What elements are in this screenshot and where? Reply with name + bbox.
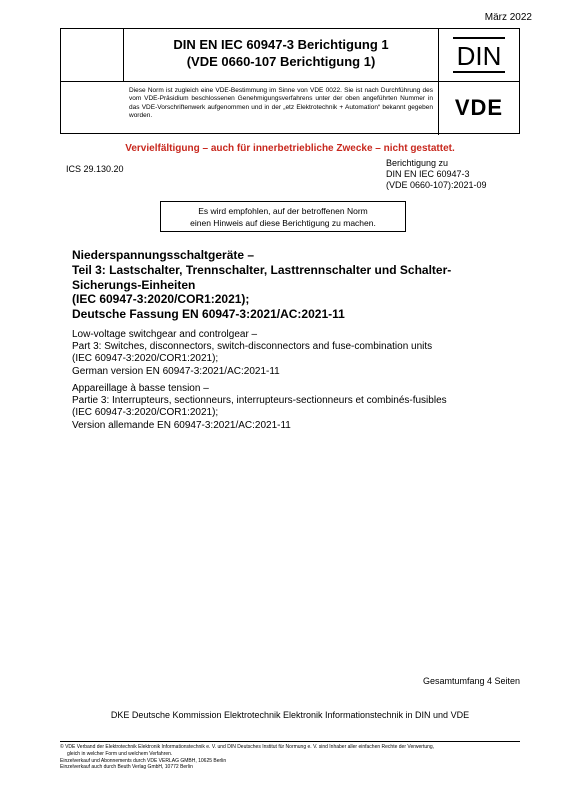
- footer-line: © VDE Verband der Elektrotechnik Elektronik Informationstechnik e. V. und DIN Deutsches Institut für Normung e. V. sind Inhaber aller einfachen Rechte der Verwertung,: [60, 744, 435, 750]
- title-line: (IEC 60947-3:2020/COR1:2021);: [72, 353, 219, 365]
- reproduction-notice: Vervielfältigung – auch für innerbetriebliche Zwecke – nicht gestattet.: [125, 143, 455, 154]
- header-left-cell: [61, 29, 124, 81]
- title-line: Sicherungs-Einheiten: [72, 277, 196, 292]
- title-line: Teil 3: Lastschalter, Trennschalter, Lasttrennschalter und Schalter-: [72, 262, 452, 277]
- title-line: Version allemande EN 60947-3:2021/AC:2021-11: [72, 419, 291, 431]
- din-logo-text: DIN: [456, 41, 502, 71]
- total-pages: Gesamtumfang 4 Seiten: [422, 676, 520, 686]
- standard-number: DIN EN IEC 60947-3 Berichtigung 1: [173, 37, 389, 52]
- din-logo: [451, 36, 507, 74]
- correction-line: Berichtigung zu: [386, 158, 449, 168]
- ics-code: ICS 29.130.20: [66, 164, 124, 174]
- title-line: Partie 3: Interrupteurs, sectionneurs, interrupteurs-sectionneurs et combinés-fusibles: [72, 395, 447, 407]
- advice-box: [160, 201, 406, 232]
- title-french: [72, 383, 522, 432]
- vde-number: (VDE 0660-107 Berichtigung 1): [186, 54, 376, 69]
- vde-logo-text: VDE: [454, 95, 504, 120]
- footer-divider: [60, 741, 520, 742]
- title-line: Low-voltage switchgear and controlgear –: [72, 329, 258, 340]
- correction-reference: [386, 158, 487, 191]
- advice-line: Es wird empfohlen, auf der betroffenen Norm: [198, 206, 368, 216]
- header-title-row: [61, 29, 519, 82]
- vde-notice: Diese Norm ist zugleich eine VDE-Bestimmung im Sinne von VDE 0022. Sie ist nach Durchführung des vom VDE-Präsidium beschlossenen Genehmigungsverfahrens unter der oben angeführten Nummer in das VDE-Vorschriftenwerk aufgenommen und in der „etz Elektrotechnik + Automation“ bekannt gegeben worden.: [129, 87, 433, 119]
- standard-title: [124, 36, 438, 70]
- footer-copyright: [60, 744, 530, 771]
- header-box: [60, 28, 520, 134]
- title-german: [72, 248, 522, 322]
- vde-logo-cell: [438, 81, 519, 135]
- committee-name: DKE Deutsche Kommission Elektrotechnik Elektronik Informationstechnik in DIN und VDE: [110, 710, 470, 720]
- footer-line: Einzelverkauf auch durch Beuth Verlag GmbH, 10772 Berlin: [60, 764, 193, 771]
- title-line: Part 3: Switches, disconnectors, switch-disconnectors and fuse-combination units: [72, 341, 433, 353]
- din-logo-cell: [438, 29, 519, 81]
- title-line: Appareillage à basse tension –: [72, 383, 209, 394]
- footer-line: gleich in welcher Form und welchem Verfahren.: [67, 750, 173, 757]
- title-line: Niederspannungsschaltgeräte –: [72, 248, 255, 262]
- title-line: German version EN 60947-3:2021/AC:2021-11: [72, 365, 280, 377]
- vde-logo: [451, 93, 507, 121]
- title-english: [72, 329, 522, 378]
- publication-date: März 2022: [484, 12, 532, 23]
- advice-line: einen Hinweis auf diese Berichtigung zu machen.: [190, 218, 376, 228]
- correction-line: DIN EN IEC 60947-3: [386, 169, 470, 179]
- footer-line: Einzelverkauf und Abonnements durch VDE VERLAG GMBH, 10625 Berlin: [60, 757, 227, 764]
- title-line: (IEC 60947-3:2020/COR1:2021);: [72, 407, 219, 419]
- title-line: (IEC 60947-3:2020/COR1:2021);: [72, 292, 250, 307]
- correction-line: (VDE 0660-107):2021-09: [386, 180, 487, 190]
- title-line: Deutsche Fassung EN 60947-3:2021/AC:2021-11: [72, 307, 345, 322]
